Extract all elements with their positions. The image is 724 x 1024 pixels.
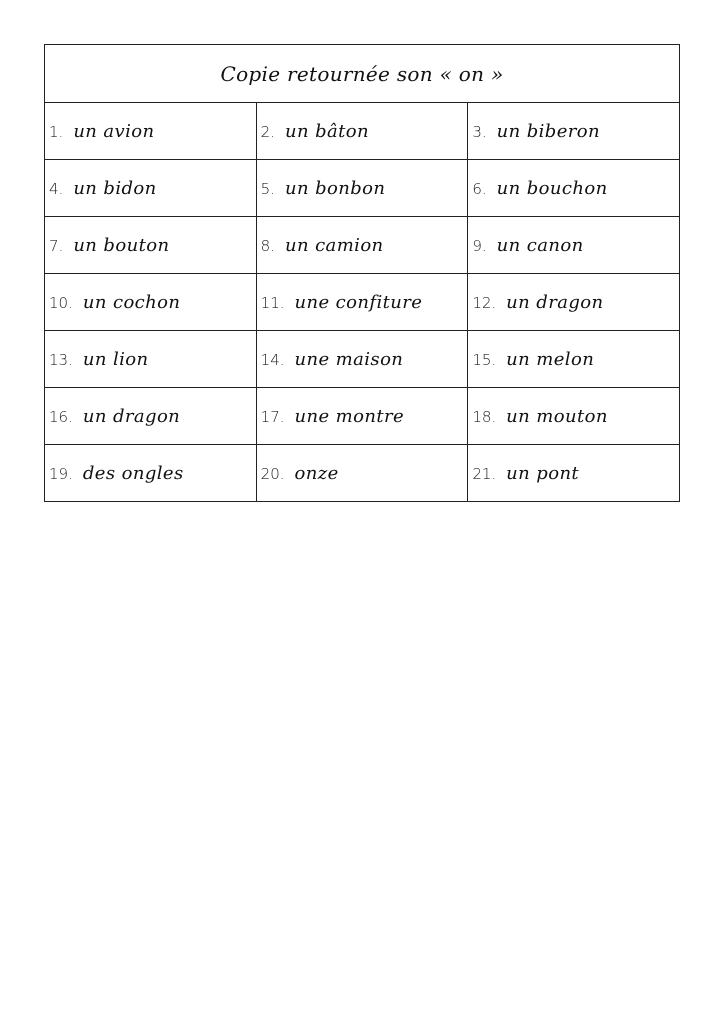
word-cell xyxy=(468,331,680,388)
word-cell xyxy=(256,160,468,217)
word-cell xyxy=(468,217,680,274)
item-number: 2. xyxy=(260,122,275,141)
word-cell xyxy=(468,445,680,502)
item-number: 18. xyxy=(472,407,497,426)
item-number: 15. xyxy=(472,350,497,369)
table-row xyxy=(45,331,680,388)
item-word: un avion xyxy=(73,120,155,142)
item-word: un dragon xyxy=(506,291,604,313)
item-word: un bouchon xyxy=(496,177,608,199)
item-number: 4. xyxy=(49,179,64,198)
word-cell xyxy=(256,331,468,388)
item-word: un bidon xyxy=(73,177,157,199)
word-cell xyxy=(45,274,257,331)
item-word: un mouton xyxy=(506,405,608,427)
item-number: 13. xyxy=(49,350,73,369)
item-word: une maison xyxy=(294,348,404,370)
item-word: des ongles xyxy=(82,462,184,484)
item-word: un canon xyxy=(496,234,584,256)
item-word: un pont xyxy=(506,462,580,484)
item-number: 16. xyxy=(49,407,73,426)
item-number: 3. xyxy=(472,122,487,141)
word-cell xyxy=(468,103,680,160)
item-number: 21. xyxy=(472,464,497,483)
title-row xyxy=(45,45,680,103)
word-table xyxy=(44,44,680,502)
word-cell xyxy=(256,217,468,274)
item-number: 8. xyxy=(260,236,275,255)
item-word: un melon xyxy=(506,348,595,370)
item-number: 1. xyxy=(49,122,64,141)
word-cell xyxy=(256,388,468,445)
item-number: 12. xyxy=(472,293,497,312)
item-word: un bonbon xyxy=(284,177,386,199)
word-cell xyxy=(45,160,257,217)
item-number: 10. xyxy=(49,293,73,312)
word-cell xyxy=(468,388,680,445)
item-number: 6. xyxy=(472,179,487,198)
item-word: un lion xyxy=(82,348,149,370)
word-cell xyxy=(468,274,680,331)
item-word: une confiture xyxy=(294,291,423,313)
item-word: une montre xyxy=(294,405,405,427)
table-row xyxy=(45,160,680,217)
title-cell xyxy=(45,45,680,103)
table-row xyxy=(45,445,680,502)
table-row xyxy=(45,274,680,331)
item-number: 7. xyxy=(49,236,64,255)
word-cell xyxy=(256,103,468,160)
table-row xyxy=(45,103,680,160)
page-title: Copie retournée son « on » xyxy=(220,61,504,86)
word-cell xyxy=(45,331,257,388)
item-word: un dragon xyxy=(82,405,181,427)
word-cell xyxy=(468,160,680,217)
table-row xyxy=(45,217,680,274)
word-cell xyxy=(45,103,257,160)
item-word: un bouton xyxy=(73,234,170,256)
word-cell xyxy=(256,445,468,502)
item-number: 9. xyxy=(472,236,487,255)
word-cell xyxy=(256,274,468,331)
item-number: 14. xyxy=(260,350,285,369)
word-cell xyxy=(45,445,257,502)
item-number: 19. xyxy=(49,464,73,483)
item-number: 20. xyxy=(260,464,285,483)
table-row xyxy=(45,388,680,445)
item-number: 17. xyxy=(260,407,285,426)
item-word: un bâton xyxy=(284,120,369,142)
item-number: 5. xyxy=(260,179,275,198)
item-word: onze xyxy=(294,462,339,484)
item-number: 11. xyxy=(260,293,285,312)
item-word: un camion xyxy=(284,234,384,256)
word-cell xyxy=(45,217,257,274)
word-cell xyxy=(45,388,257,445)
item-word: un cochon xyxy=(82,291,181,313)
item-word: un biberon xyxy=(496,120,601,142)
